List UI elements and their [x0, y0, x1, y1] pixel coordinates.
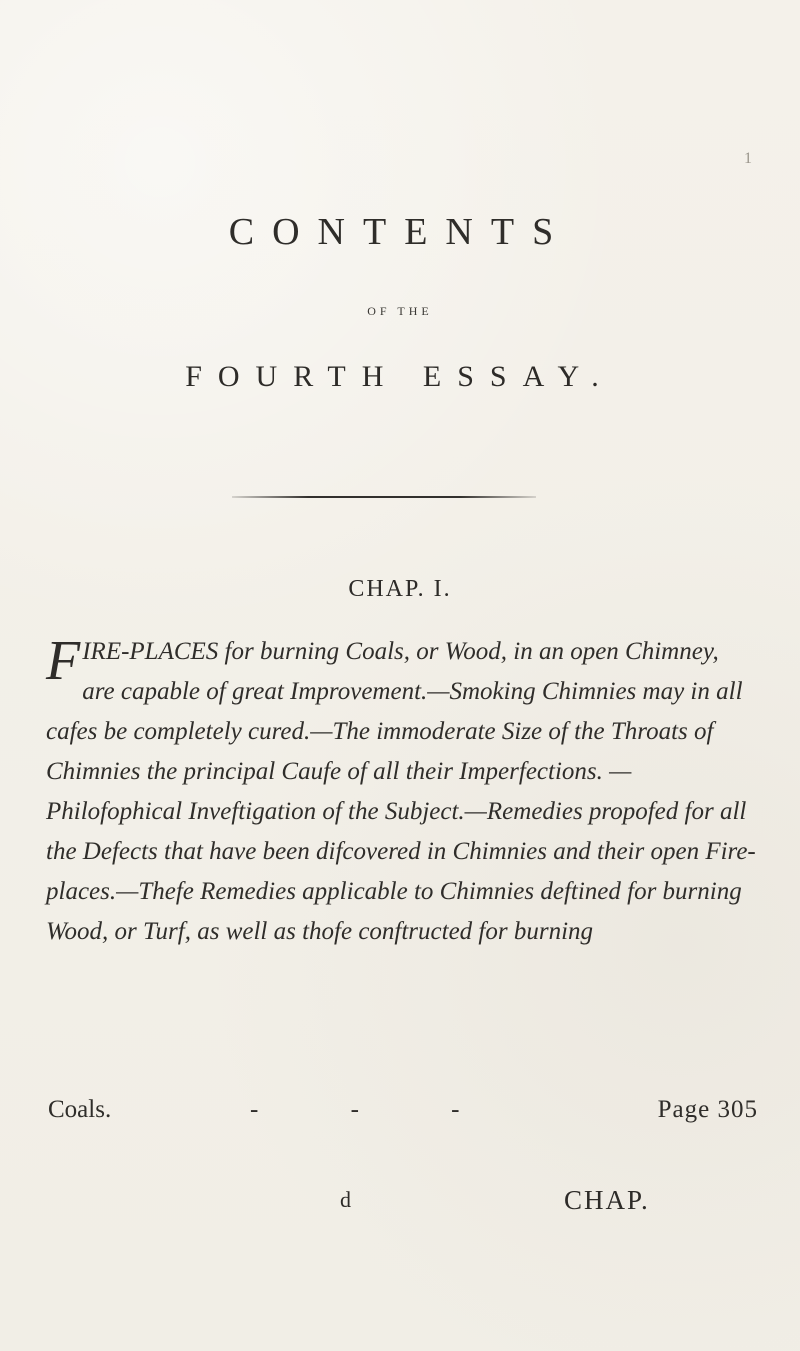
chapter-summary-paragraph	[46, 632, 756, 952]
essay-title: FOURTH ESSAY.	[185, 360, 615, 393]
catchword: CHAP.	[564, 1185, 650, 1215]
section-divider	[232, 496, 536, 498]
page-mark: 1	[744, 150, 752, 167]
signature-mark: d	[340, 1187, 351, 1212]
last-word: Coals.	[48, 1096, 112, 1123]
dropcap-letter: F	[46, 630, 81, 692]
chapter-summary-text: IRE-PLACES for burning Coals, or Wood, in an open Chimney, are capable of great Improvement.—Smoking Chimnies may in all cafes be completely cured.—The immoderate Size of the Throats of Chimnies the principal Caufe of all their Imperfections. — Philofophical Inveftigation of the Subject.—Remedies propofed for all the Defects that have been difcovered in Chimnies and their open Fire-places.—Thefe Remedies applicable to Chimnies deftined for burning Wood, or Turf, as well as thofe conftructed for burning	[46, 638, 756, 945]
contents-subtitle: OF THE	[367, 304, 433, 318]
contents-title: CONTENTS	[228, 211, 572, 253]
page-reference-line	[48, 1096, 758, 1124]
chapter-summary	[46, 632, 756, 952]
page-reference: Page 305	[657, 1096, 758, 1123]
chapter-heading: CHAP. I.	[348, 576, 452, 602]
leader-dots: - - -	[250, 1096, 503, 1123]
